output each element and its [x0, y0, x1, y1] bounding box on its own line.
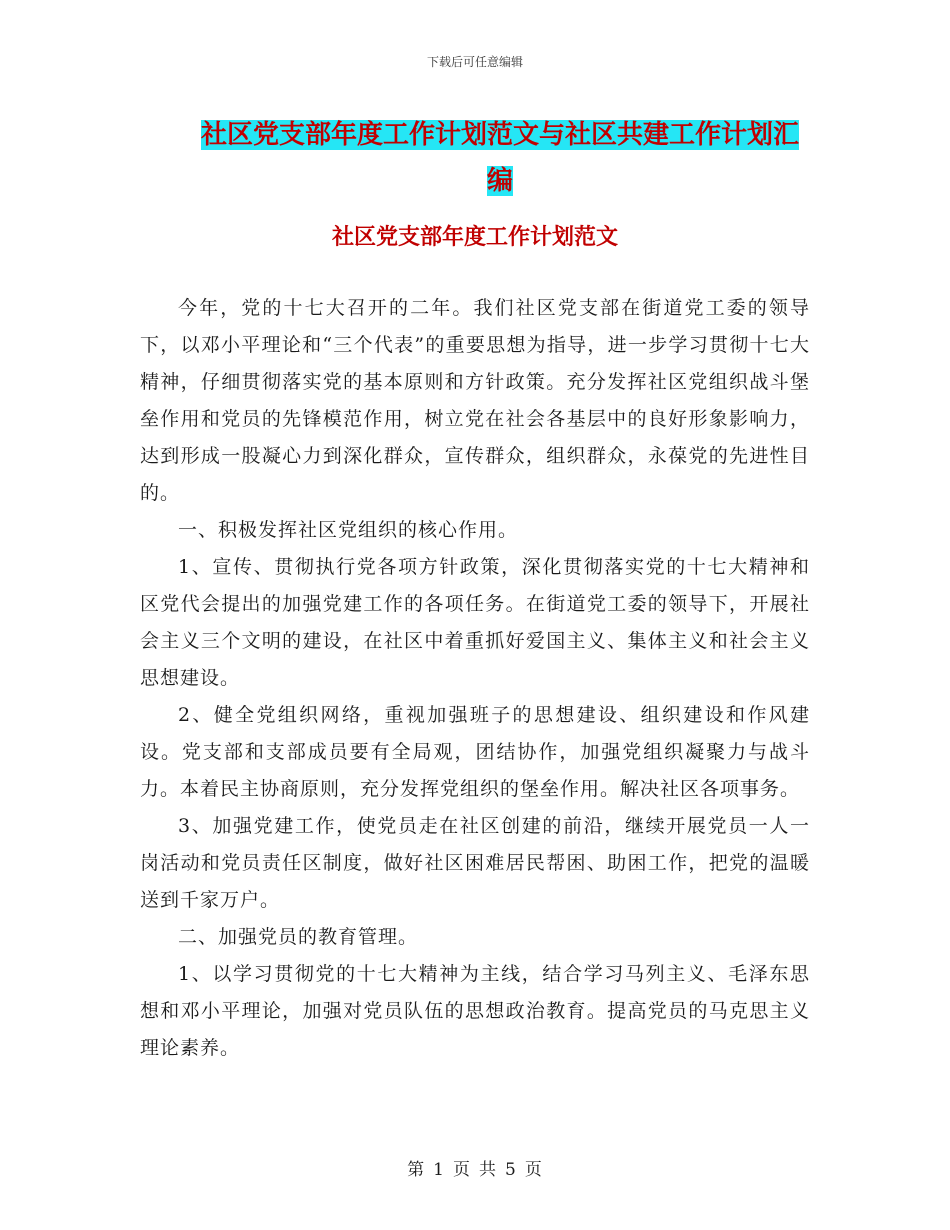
body-paragraph: 二、加强党员的教育管理。	[178, 926, 419, 948]
page-unit: 页	[453, 1160, 471, 1180]
document-title	[190, 112, 810, 204]
body-paragraph: 一、积极发挥社区党组织的核心作用。	[178, 519, 519, 541]
body-paragraph: 1、以学习贯彻党的十七大精神为主线，结合学习马列主义、毛泽东思想和邓小平理论，加强对党员队伍的思想政治教育。提高党员的马克思主义理论素养。	[140, 963, 810, 1059]
page-label: 第	[407, 1160, 426, 1180]
header-note: 下载后可任意编辑	[426, 55, 523, 69]
document-body	[140, 290, 810, 1067]
page-footer	[0, 1155, 950, 1180]
page-number: 1	[433, 1160, 445, 1180]
body-paragraph: 1、宣传、贯彻执行党各项方针政策，深化贯彻落实党的十七大精神和区党代会提出的加强党建工作的各项任务。在街道党工委的领导下，开展社会主义三个文明的建设，在社区中着重抓好爱国主义、集体主义和社会主义思想建设。	[140, 556, 810, 689]
section-title: 社区党支部年度工作计划范文	[331, 224, 618, 250]
total-unit: 页	[524, 1160, 543, 1180]
body-paragraph: 3、加强党建工作，使党员走在社区创建的前沿，继续开展党员一人一岗活动和党员责任区制度，做好社区困难居民帮困、助困工作，把党的温暖送到千家万户。	[140, 815, 810, 911]
body-paragraph: 2、健全党组织网络，重视加强班子的思想建设、组织建设和作风建设。党支部和支部成员要有全局观，团结协作，加强党组织凝聚力与战斗力。本着民主协商原则，充分发挥党组织的堡垒作用。解决社区各项事务。	[140, 704, 810, 800]
body-paragraph: 今年，党的十七大召开的二年。我们社区党支部在街道党工委的领导下，以邓小平理论和“三个代表”的重要思想为指导，进一步学习贯彻十七大精神，仔细贯彻落实党的基本原则和方针政策。充分发挥社区党组织战斗堡垒作用和党员的先锋模范作用，树立党在社会各基层中的良好形象影响力，达到形成一股凝心力到深化群众，宣传群众，组织群众，永葆党的先进性目的。	[140, 297, 810, 504]
total-pages: 5	[505, 1160, 517, 1180]
total-label: 共	[479, 1160, 497, 1180]
document-title-text: 社区党支部年度工作计划范文与社区共建工作计划汇编	[200, 120, 799, 196]
